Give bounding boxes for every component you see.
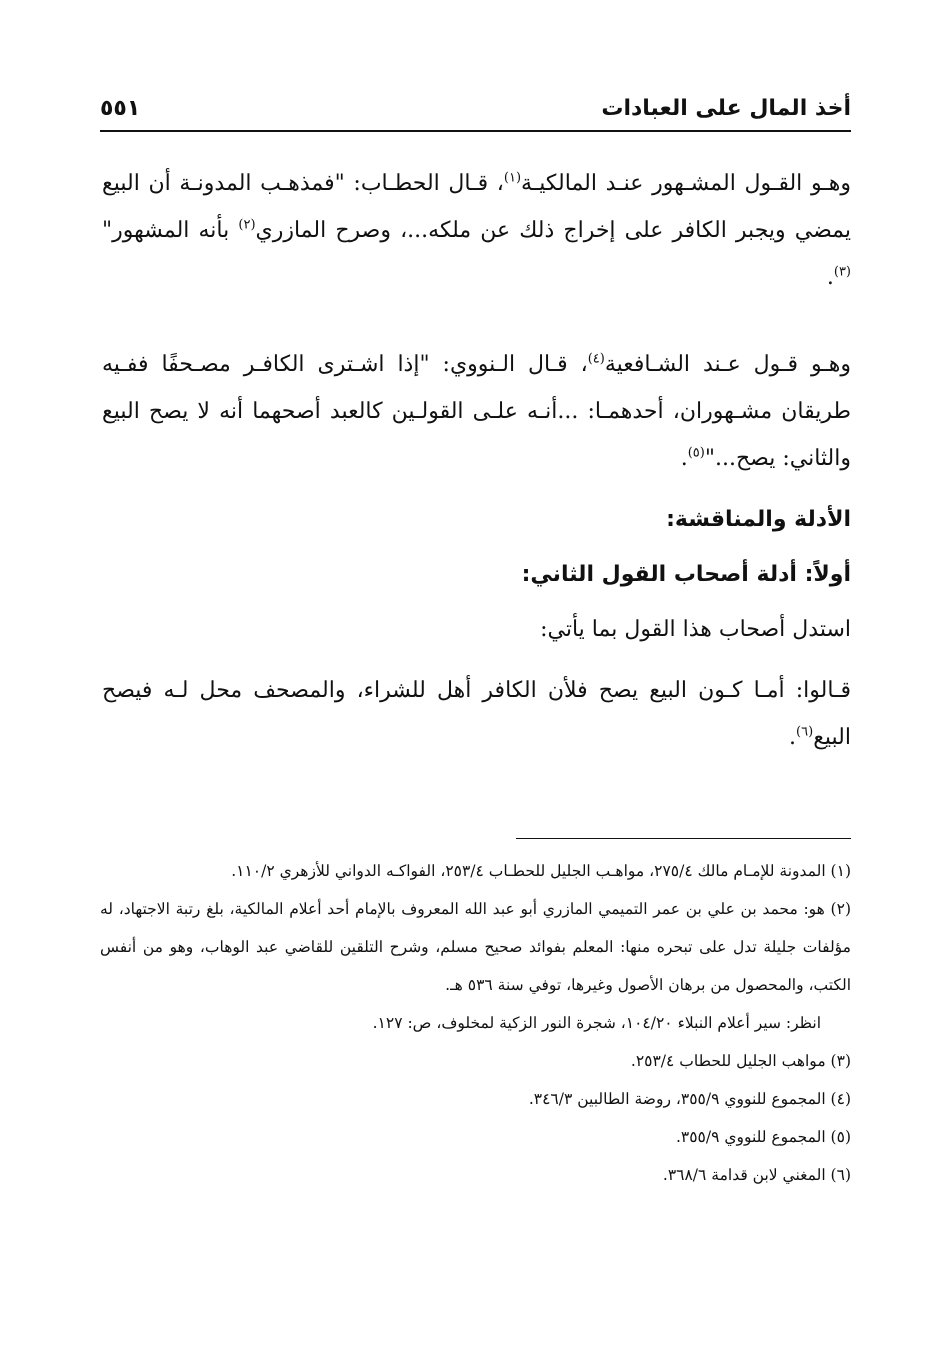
footnote-ref-5: (٥) (687, 445, 705, 461)
footnote-ref-1: (١) (503, 170, 522, 186)
footnote-4: (٤) المجموع للنووي ٣٥٥/٩، روضة الطالبين ٣٤٦/٣. (528, 1090, 851, 1108)
text-span: وهـو القـول المشـهور عنـد المالكيـة (521, 171, 851, 196)
footnote-ref-2: (٢) (238, 217, 256, 233)
text-span: . (826, 265, 834, 290)
footnote-3: (٣) مواهب الجليل للحطاب ٢٥٣/٤. (630, 1052, 851, 1070)
footnotes (100, 852, 851, 1194)
footnote-separator (516, 838, 851, 839)
footnote-1: (١) المدونة للإمـام مالك ٢٧٥/٤، مواهـب الجليل للحطـاب ٢٥٣/٤، الفواكـه الدواني للأزهري ١١٠/٢. (231, 862, 851, 880)
paragraph-maliki (102, 160, 851, 301)
footnote-6: (٦) المغني لابن قدامة ٣٦٨/٦. (662, 1166, 851, 1184)
footnote-2-reference: انظر: سير أعلام النبلاء ١٠٤/٢٠، شجرة النور الزكية لمخلوف، ص: ١٢٧. (372, 1014, 821, 1032)
subsection-heading: أولاً: أدلة أصحاب القول الثاني: (521, 562, 851, 587)
paragraph-intro: استدل أصحاب هذا القول بما يأتي: (540, 617, 851, 642)
main-text (102, 160, 851, 775)
page-number: ٥٥١ (100, 96, 141, 121)
text-span: . (789, 725, 797, 750)
footnote-ref-4: (٤) (587, 351, 605, 367)
text-span: وهـو قـول عـند الشـافعية (604, 352, 851, 377)
chapter-title: أخذ المال على العبادات (601, 96, 851, 121)
paragraph-argument (102, 667, 851, 761)
footnote-5: (٥) المجموع للنووي ٣٥٥/٩. (675, 1128, 851, 1146)
footnote-2: (٢) هو: محمد بن علي بن عمر التميمي المازري أبو عبد الله المعروف بالإمام أحد أعلام المالكية، بلغ رتبة الاجتهاد، له مؤلفات جليلة تدل على تبحره منها: المعلم بفوائد صحيح مسلم، وشرح التلقين للقاضي عبد الوهاب، وهو من أنفس الكتب، والمحصول من برهان الأصول وغيرها، توفي سنة ٥٣٦ هـ. (100, 900, 851, 994)
text-span: ، قـال الحطـاب: "فمذهـب المدونـة أن البيع يمضي ويجبر الكافر على إخراج ذلك عن ملكه...، وصرح المازري (102, 171, 851, 243)
text-span: ، قـال الـنووي: "إذا اشـترى الكافـر مصـحفًا ففـيه طريقان مشـهوران، أحدهمـا: ...أنـه علـى القولـين كالعبد أصحهما أنه لا يصح البيع والثاني: يصح..." (102, 352, 851, 471)
text-span: بأنه المشهور" (102, 218, 230, 243)
footnote-ref-3: (٣) (833, 264, 851, 280)
paragraph-shafii (102, 341, 851, 482)
section-heading: الأدلة والمناقشة: (666, 507, 851, 532)
text-span: . (680, 446, 688, 471)
footnote-ref-6: (٦) (796, 724, 814, 740)
running-header (100, 90, 851, 132)
text-span: قـالوا: أمـا كـون البيع يصح فلأن الكافر أهل للشراء، والمصحف محل لـه فيصح البيع (102, 678, 851, 750)
